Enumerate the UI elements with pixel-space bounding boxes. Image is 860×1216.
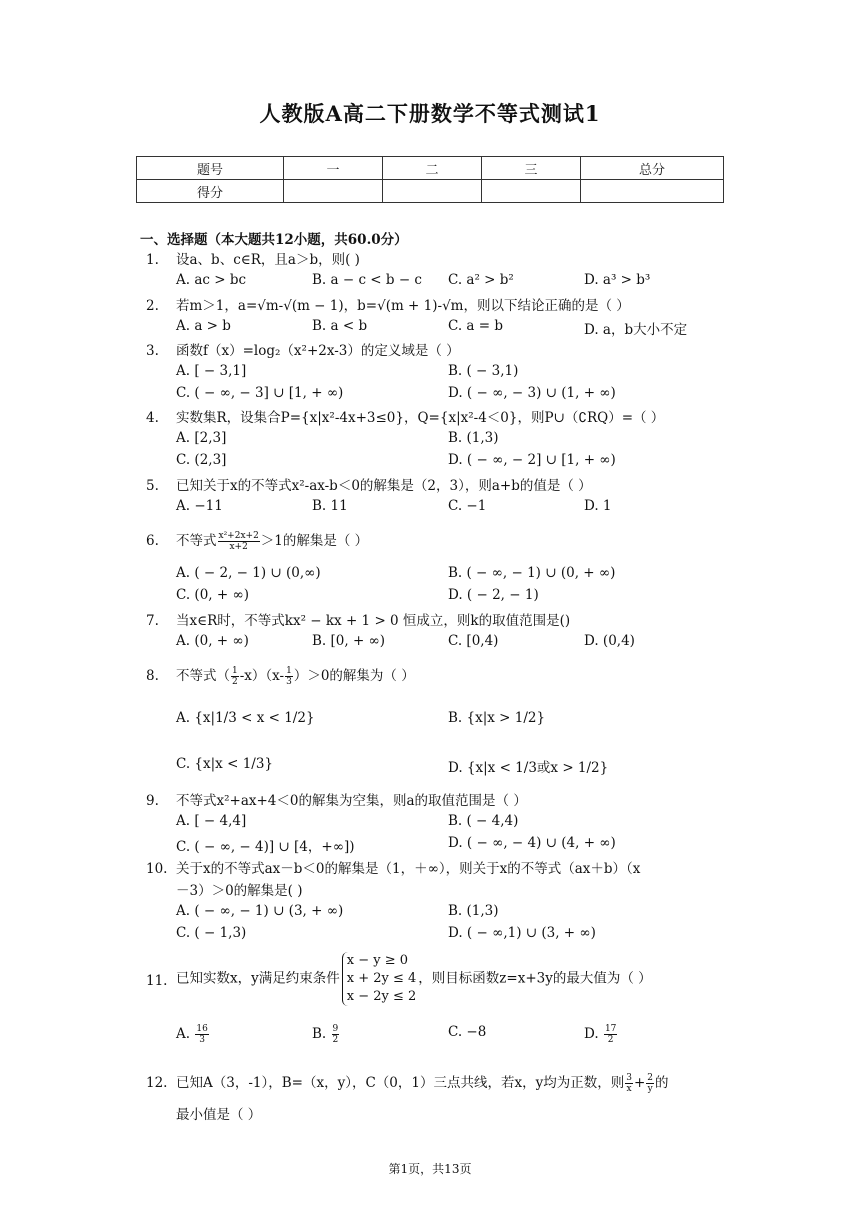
- option-a[interactable]: A. ac > bc: [176, 272, 247, 288]
- option-d[interactable]: D. a，b大小不定: [584, 322, 688, 338]
- option-b[interactable]: B. a < b: [312, 318, 368, 334]
- stem-text: ，则目标函数z=x+3y的最大值为（ ）: [418, 970, 652, 987]
- option-d[interactable]: D. ( − 2, − 1): [448, 587, 539, 603]
- denominator: 2: [232, 677, 238, 687]
- fraction: [285, 666, 293, 687]
- constraint: x + 2y ≤ 4: [346, 971, 417, 986]
- question-number: 6.: [146, 533, 159, 549]
- option-c[interactable]: C. ( − ∞, − 3] ∪ [1, + ∞): [176, 385, 344, 401]
- option-b[interactable]: B. 11: [312, 498, 348, 514]
- plus-sign: +: [633, 1075, 646, 1091]
- option-label: B.: [312, 1026, 327, 1042]
- question-number: 9.: [146, 793, 159, 809]
- option-label: D.: [584, 1026, 599, 1042]
- option-d[interactable]: D. ( − ∞,1) ∪ (3, + ∞): [448, 925, 596, 941]
- numerator: 1: [286, 666, 292, 676]
- question-number: 8.: [146, 668, 159, 684]
- option-c[interactable]: C. (0, + ∞): [176, 587, 249, 603]
- numerator: 16: [196, 1024, 208, 1034]
- table-cell[interactable]: [383, 180, 482, 203]
- table-cell[interactable]: [284, 180, 383, 203]
- option-d[interactable]: [584, 1024, 618, 1045]
- numerator: 2: [647, 1073, 653, 1083]
- option-b[interactable]: B. ( − ∞, − 1) ∪ (0, + ∞): [448, 565, 616, 581]
- denominator: 3: [286, 677, 292, 687]
- option-a[interactable]: A. a > b: [176, 318, 231, 334]
- question-stem: [176, 1072, 736, 1094]
- option-c[interactable]: C. −1: [448, 498, 487, 514]
- option-d[interactable]: D. 1: [584, 498, 612, 514]
- question-stem: －3）＞0的解集是( ): [176, 883, 303, 899]
- constraint: x − y ≥ 0: [346, 953, 409, 968]
- denominator: y: [647, 1084, 653, 1094]
- stem-text: 不等式: [176, 533, 217, 549]
- fraction: [625, 1073, 633, 1094]
- option-d[interactable]: D. {x|x < 1/3或x > 1/2}: [448, 760, 609, 776]
- option-b[interactable]: B. ( − 4,4): [448, 813, 519, 829]
- denominator: x: [626, 1084, 632, 1094]
- stem-text: ＞1的解集是（ ）: [260, 533, 369, 549]
- option-d[interactable]: D. a³ > b³: [584, 272, 651, 288]
- option-a[interactable]: A. [ − 3,1]: [176, 363, 247, 379]
- fraction: [646, 1073, 654, 1094]
- option-c[interactable]: C. ( − 1,3): [176, 925, 247, 941]
- question-stem: [176, 952, 736, 1006]
- option-b[interactable]: B. a − c < b − c: [312, 272, 422, 288]
- option-a[interactable]: A. [ − 4,4]: [176, 813, 247, 829]
- option-c[interactable]: C. [0,4): [448, 633, 499, 649]
- option-b[interactable]: B. [0, + ∞): [312, 633, 386, 649]
- question-stem: 已知关于x的不等式x²-ax-b＜0的解集是（2，3），则a+b的值是（ ）: [176, 478, 592, 494]
- question-stem: 最小值是（ ）: [176, 1107, 262, 1123]
- question-stem: 关于x的不等式ax－b＜0的解集是（1，＋∞），则关于x的不等式（ax＋b）（x: [176, 861, 641, 877]
- page-title: 人教版A高二下册数学不等式测试1: [259, 101, 601, 126]
- option-a[interactable]: A. [2,3]: [176, 430, 227, 446]
- question-number: 5.: [146, 478, 159, 494]
- table-row: [137, 157, 724, 180]
- option-b[interactable]: B. (1,3): [448, 430, 499, 446]
- question-number: 12.: [146, 1075, 168, 1091]
- option-c[interactable]: C. a² > b²: [448, 272, 514, 288]
- question-number: 4.: [146, 410, 159, 426]
- option-c[interactable]: C. a = b: [448, 318, 504, 334]
- option-b[interactable]: [312, 1024, 340, 1045]
- question-stem: 若m＞1，a=√m-√(m − 1)，b=√(m + 1)-√m，则以下结论正确的是（ ）: [176, 298, 630, 314]
- table-cell: 二: [383, 157, 482, 180]
- table-cell[interactable]: [482, 180, 581, 203]
- table-cell: 得分: [137, 180, 284, 203]
- constraint: x − 2y ≤ 2: [346, 989, 417, 1004]
- fraction: [332, 1024, 340, 1045]
- option-d[interactable]: D. ( − ∞, − 4) ∪ (4, + ∞): [448, 835, 616, 851]
- table-row: [137, 180, 724, 203]
- option-a[interactable]: A. −11: [176, 498, 223, 514]
- table-cell: 三: [482, 157, 581, 180]
- table-cell: 题号: [137, 157, 284, 180]
- numerator: x²+2x+2: [218, 531, 259, 541]
- question-stem: 当x∈R时，不等式kx² − kx + 1 > 0 恒成立，则k的取值范围是(): [176, 613, 571, 629]
- question-stem: 设a、b、c∈R，且a＞b，则( ): [176, 252, 360, 268]
- question-stem: [176, 530, 736, 552]
- option-a[interactable]: A. (0, + ∞): [176, 633, 249, 649]
- stem-text: 的: [655, 1075, 669, 1091]
- option-c[interactable]: C. ( − ∞, − 4)] ∪ [4，+∞]): [176, 839, 355, 855]
- table-cell: 总分: [581, 157, 724, 180]
- option-d[interactable]: D. ( − ∞, − 2] ∪ [1, + ∞): [448, 452, 616, 468]
- denominator: x+2: [229, 542, 248, 552]
- fraction: [195, 1024, 208, 1045]
- table-cell: 一: [284, 157, 383, 180]
- stem-text: ）＞0的解集为（ ）: [293, 668, 415, 684]
- option-c[interactable]: C. −8: [448, 1024, 487, 1040]
- constraint-system: [342, 952, 417, 1006]
- stem-text: 已知实数x，y满足约束条件: [176, 970, 340, 987]
- stem-text: -x）（x-: [239, 668, 285, 684]
- option-c[interactable]: C. (2,3]: [176, 452, 227, 468]
- option-a[interactable]: A. ( − 2, − 1) ∪ (0,∞): [176, 565, 321, 581]
- question-stem: 函数f（x）=log₂（x²+2x-3）的定义域是（ ）: [176, 343, 460, 359]
- fraction: [231, 666, 239, 687]
- option-d[interactable]: D. ( − ∞, − 3) ∪ (1, + ∞): [448, 385, 616, 401]
- numerator: 17: [604, 1024, 617, 1034]
- option-a[interactable]: A. {x|1/3 < x < 1/2}: [176, 710, 315, 726]
- table-cell[interactable]: [581, 180, 724, 203]
- question-stem: [176, 665, 736, 687]
- option-b[interactable]: B. {x|x > 1/2}: [448, 710, 546, 726]
- score-table: [136, 156, 724, 203]
- page-footer: 第1页，共13页: [388, 1162, 472, 1176]
- option-b[interactable]: B. ( − 3,1): [448, 363, 519, 379]
- option-c[interactable]: C. {x|x < 1/3}: [176, 756, 274, 772]
- denominator: 2: [332, 1035, 339, 1045]
- fraction: [218, 531, 260, 552]
- question-stem: 实数集R，设集合P={x|x²-4x+3≤0}，Q={x|x²-4＜0}，则P∪（∁RQ）=（ ）: [176, 410, 665, 426]
- stem-text: 已知A（3，-1），B=（x，y），C（0，1）三点共线，若x，y均为正数，则: [176, 1075, 625, 1091]
- denominator: 2: [607, 1035, 614, 1045]
- option-b[interactable]: B. (1,3): [448, 903, 499, 919]
- stem-text: 不等式（: [176, 668, 230, 684]
- question-stem: 不等式x²+ax+4＜0的解集为空集，则a的取值范围是（ ）: [176, 793, 527, 809]
- denominator: 3: [199, 1035, 205, 1045]
- option-a[interactable]: A. ( − ∞, − 1) ∪ (3, + ∞): [176, 903, 344, 919]
- question-number: 1.: [146, 252, 159, 268]
- question-number: 11.: [146, 973, 168, 989]
- option-d[interactable]: D. (0,4): [584, 633, 635, 649]
- question-11: [146, 952, 736, 1008]
- question-number: 10.: [146, 861, 168, 877]
- option-a[interactable]: [176, 1024, 210, 1045]
- numerator: 9: [332, 1024, 339, 1034]
- section-header: 一、选择题（本大题共12小题，共60.0分）: [140, 232, 408, 248]
- question-number: 2.: [146, 298, 159, 314]
- option-label: A.: [176, 1026, 191, 1042]
- numerator: 1: [232, 666, 238, 676]
- fraction: [604, 1024, 617, 1045]
- numerator: 3: [626, 1073, 632, 1083]
- question-number: 7.: [146, 613, 159, 629]
- question-number: 3.: [146, 343, 159, 359]
